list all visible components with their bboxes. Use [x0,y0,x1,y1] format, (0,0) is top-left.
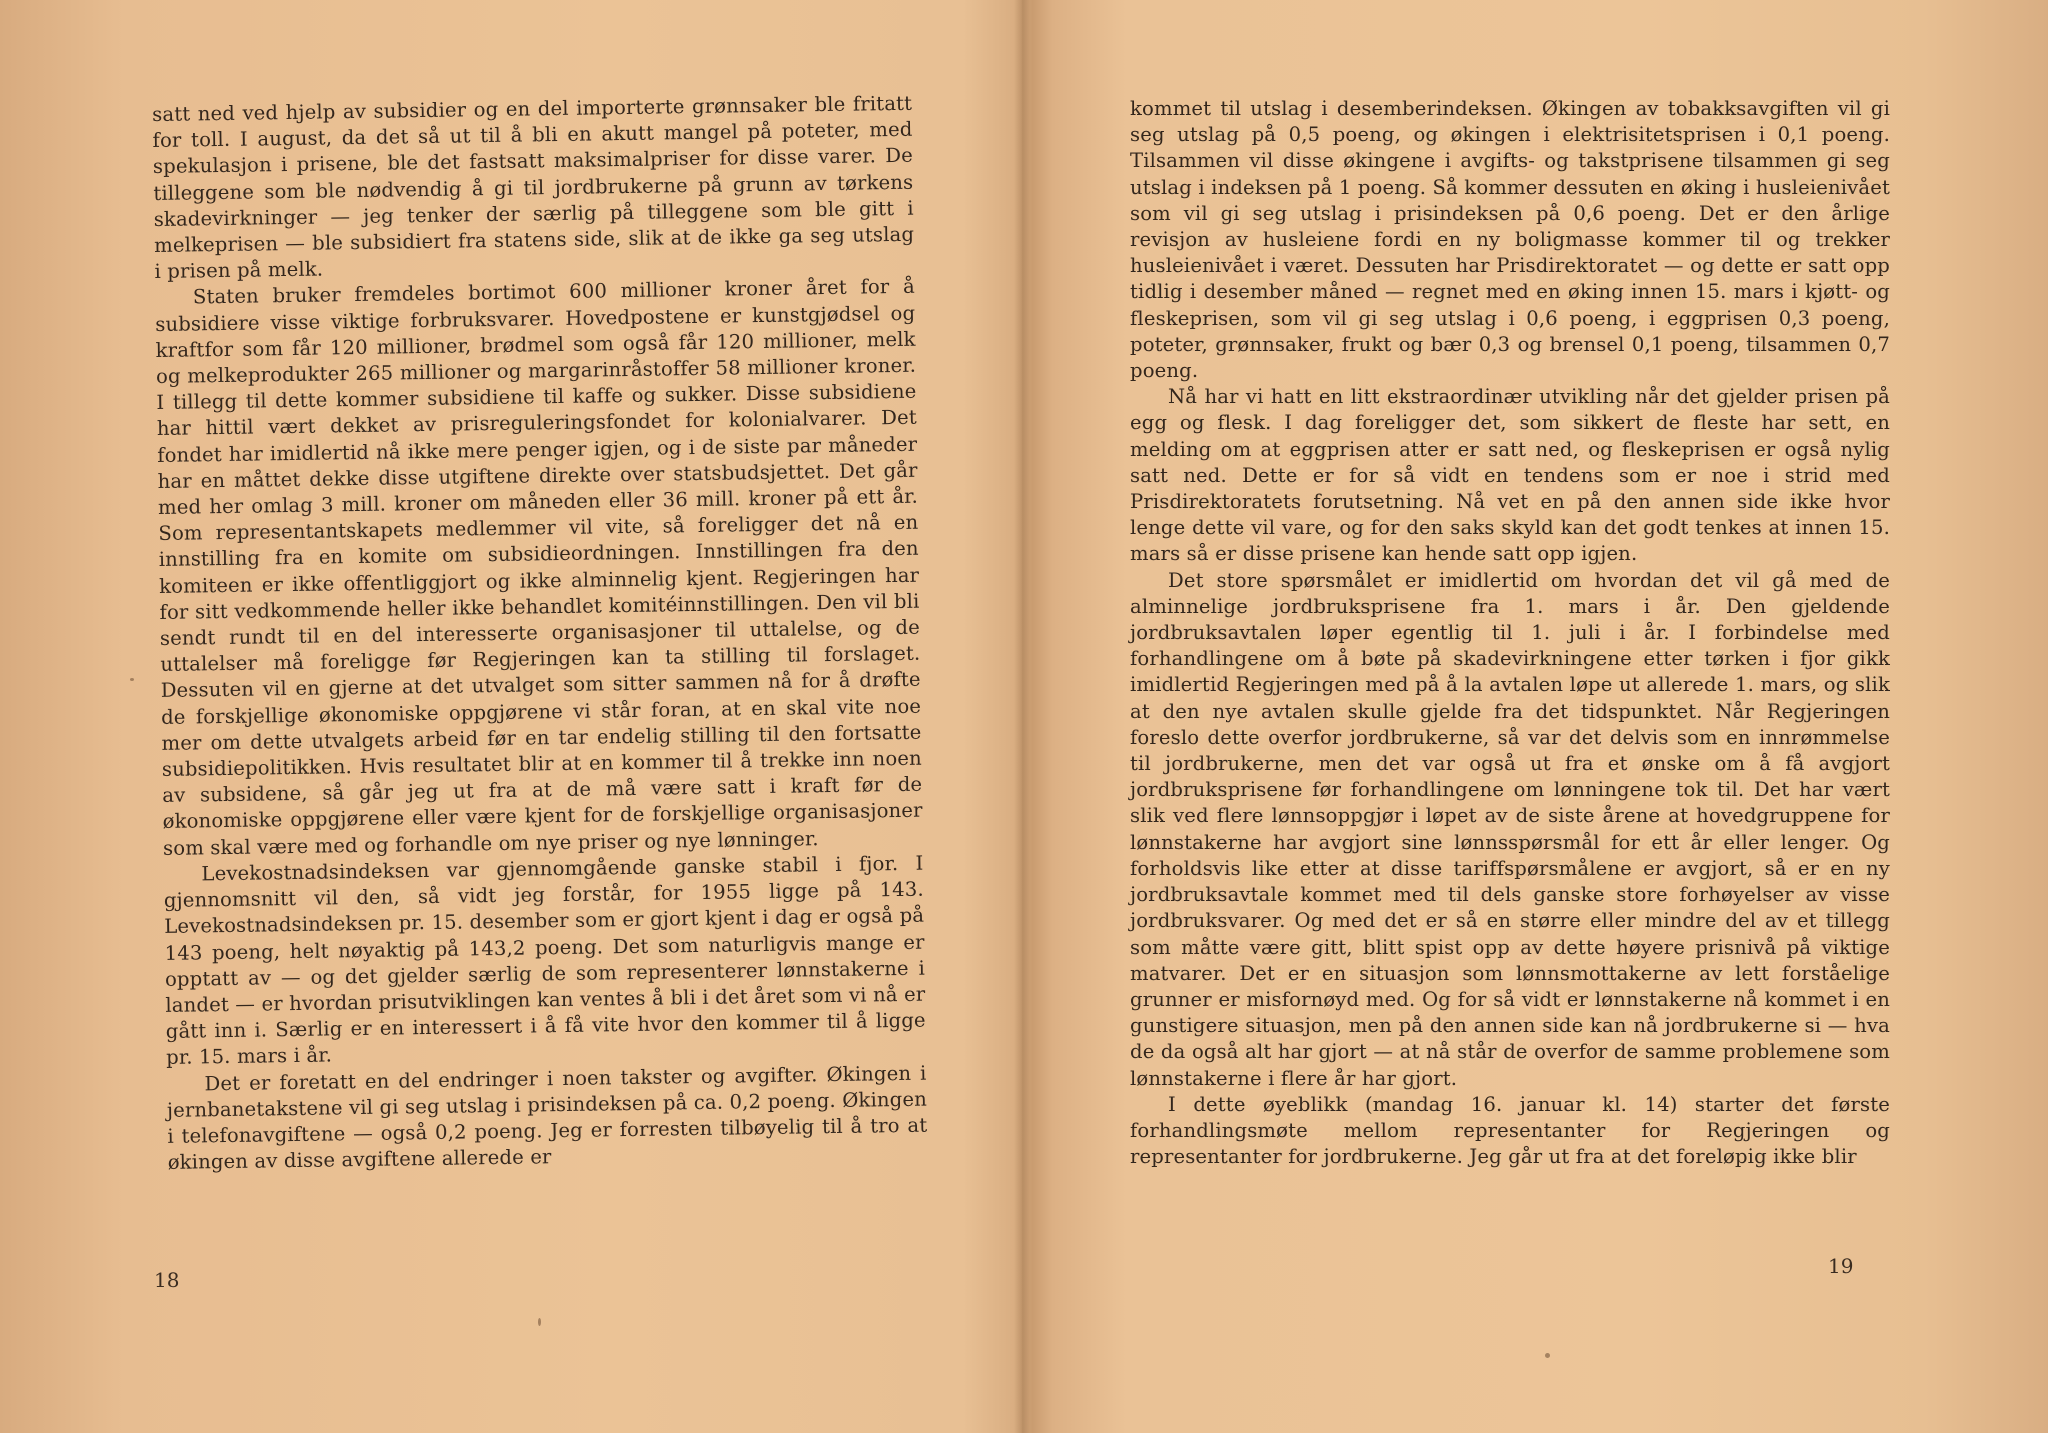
right-page [1030,0,2048,1433]
paragraph: Levekostnadsindeksen var gjennomgående ganske stabil i fjor. I gjennomsnitt vil den, så vidt jeg forstår, for 1955 ligge på 143. Levekostnadsindeksen pr. 15. desember som er gjort kjent i dag er også på 143 poeng, helt nøyaktig på 143,2 poeng. Det som naturligvis mange er opptatt av — og det gjelder særlig de som representerer lønnstakerne i landet — er hvordan prisutviklingen kan ventes å bli i det året som vi nå er gått inn i. Særlig er en interessert i å få vite hvor den kommer til å ligge pr. 15. mars i år. [163,851,926,1070]
paragraph: Det er foretatt en del endringer i noen takster og avgifter. Økingen i jernbanetakstene vil gi seg utslag i prisindeksen på ca. 0,2 poeng. Økingen i telefonavgiftene — også 0,2 poeng. Jeg er forresten tilbøyelig til å tro at økingen av disse avgiftene allerede er [166,1061,928,1175]
left-page-body [152,91,928,1176]
left-page [0,0,1014,1433]
paragraph: Staten bruker fremdeles bortimot 600 millioner kroner året for å subsidiere visse viktige forbruksvarer. Hovedpostene er kunstgjødsel og kraftfor som får 120 millioner, brødmel som også får 120 millioner, melk og melkeprodukter 265 millioner og margarinråstoffer 58 millioner kroner. I tillegg til dette kommer subsidiene til kaffe og sukker. Disse subsidiene har hittil vært dekket av prisreguleringsfondet for kolonialvarer. Det fondet har imidlertid nå ikke mere penger igjen, og i de siste par måneder har en måttet dekke disse utgiftene direkte over statsbudsjettet. Det går med her omlag 3 mill. kroner om måneden eller 36 mill. kroner på ett år. Som representantskapets medlemmer vil vite, så foreligger det nå en innstilling fra en komite om subsidieordningen. Innstillingen fra den komiteen er ikke offentliggjort og ikke alminnelig kjent. Regjeringen har for sitt vedkommende heller ikke behandlet komitéinnstillingen. Den vil bli sendt rundt til en del interesserte organisasjoner til uttalelse, og de uttalelser må foreligge før Regjeringen kan ta stilling til forslaget. Dessuten vil en gjerne at det utvalget som sitter sammen nå for å drøfte de forskjellige økonomiske oppgjørene vi står foran, at en skal vite noe mer om dette utvalgets arbeid før en tar endelig stilling til den fortsatte subsidiepolitikken. Hvis resultatet blir at en kommer til å trekke inn noen av subsidene, så går jeg ut fra at de må være satt i kraft før de økonomiske oppgjørene eller være kjent for de forskjellige organisasjoner som skal være med og forhandle om nye priser og nye lønninger. [155,275,923,860]
page-number: 18 [154,1268,180,1292]
paragraph: satt ned ved hjelp av subsidier og en del importerte grønnsaker ble fritatt for toll. I august, da det så ut til å bli en akutt mangel på poteter, med spekulasjon i prisene, ble det fastsatt maksimalpriser for disse varer. De tilleggene som ble nødvendig å gi til jordbrukerne på grunn av tørkens skadevirkninger — jeg tenker der særlig på tilleggene som ble gitt i melkeprisen — ble subsidiert fra statens side, slik at de ikke ga seg utslag i prisen på melk. [152,91,915,284]
right-page-body [1130,96,1890,1170]
paragraph: I dette øyeblikk (mandag 16. januar kl. 14) starter det første forhandlingsmøte mellom representanter for Regjeringen og representanter for jordbrukerne. Jeg går ut fra at det foreløpig ikke blir [1130,1092,1890,1169]
paper-speck [1545,1353,1550,1358]
paper-speck [538,1318,541,1326]
page-number: 19 [1828,1254,1854,1278]
paragraph: Nå har vi hatt en litt ekstraordinær utvikling når det gjelder prisen på egg og flesk. I dag foreligger det, som sikkert de fleste har sett, en melding om at eggprisen atter er satt ned, og fleskeprisen er også nylig satt ned. Dette er for så vidt en tendens som er noe i strid med Prisdirektoratets forutsetning. Nå vet en på den annen side ikke hvor lenge dette vil vare, og for den saks skyld kan det godt tenkes at innen 15. mars så er disse prisene kan hende satt opp igjen. [1130,385,1890,566]
paper-speck [130,678,134,681]
paragraph: Det store spørsmålet er imidlertid om hvordan det vil gå med de alminnelige jordbruksprisene fra 1. mars i år. Den gjeldende jordbruksavtalen løper egentlig til 1. juli i år. I forbindelse med forhandlingene om å bøte på skadevirkningene etter tørken i fjor gikk imidlertid Regjeringen med på å la avtalen løpe ut allerede 1. mars, og slik at den nye avtalen skulle gjelde fra det tidspunktet. Når Regjeringen foreslo dette overfor jordbrukerne, så var det delvis som en innrømmelse til jordbrukerne, men det var også ut fra et ønske om å få avgjort jordbruksprisene før forhandlingene om lønningene tok til. Det har vært slik ved flere lønnsoppgjør i løpet av de siste årene at hovedgruppene for lønnstakerne har avgjort sine lønnsspørsmål for ett år eller lenger. Og forholdsvis like etter at disse tariffspørsmålene er avgjort, så er en ny jordbruksavtale kommet med til dels ganske store forhøyelser av visse jordbruksvarer. Og med det er så en større eller mindre del av et tillegg som måtte være gitt, blitt spist opp av dette høyere prisnivå på viktige matvarer. Det er en situasjon som lønnsmottakerne av lett forståelige grunner er misfornøyd med. Og for så vidt er lønnstakerne nå kommet i en gunstigere situasjon, men på den annen side kan nå jordbrukerne si — hva de da også alt har gjort — at nå står de overfor de samme problemene som lønnstakerne i flere år har gjort. [1130,568,1890,1090]
book-gutter [1014,0,1030,1433]
paragraph: kommet til utslag i desemberindeksen. Økingen av tobakksavgiften vil gi seg utslag på 0,5 poeng, og økingen i elektrisitetsprisen i 0,1 poeng. Tilsammen vil disse økingene i avgifts- og takstprisene tilsammen gi seg utslag i indeksen på 1 poeng. Så kommer dessuten en øking i husleienivået som vil gi seg utslag i prisindeksen på 0,6 poeng. Det er den årlige revisjon av husleiene fordi en ny boligmasse kommer til og trekker husleienivået i været. Dessuten har Prisdirektoratet — og dette er satt opp tidlig i desember måned — regnet med en øking innen 15. mars i kjøtt- og fleskeprisen, som vil gi seg utslag i 0,6 poeng, i eggprisen 0,3 poeng, poteter, grønnsaker, frukt og bær 0,3 og brensel 0,1 poeng, tilsammen 0,7 poeng. [1130,97,1890,383]
